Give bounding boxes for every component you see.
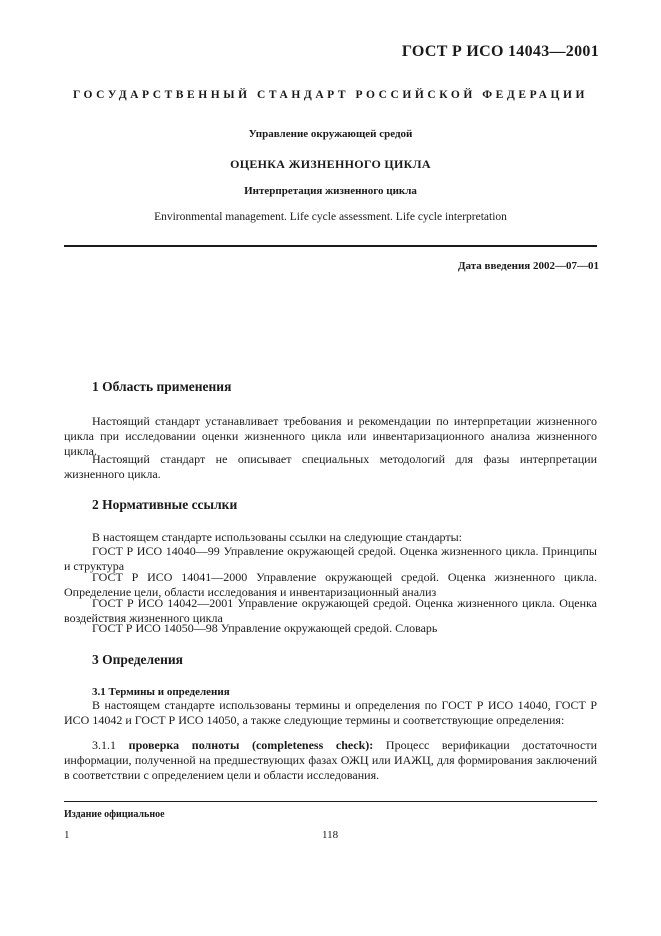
- section-1-paragraph-2: Настоящий стандарт не описывает специальных методологий для фазы интерпретации жизненного цикла.: [64, 452, 597, 481]
- term-name: проверка полноты (completeness check):: [128, 738, 374, 752]
- term-number: 3.1.1: [92, 738, 116, 752]
- page-number-left: 1: [64, 829, 70, 841]
- state-standard-heading: ГОСУДАРСТВЕННЫЙ СТАНДАРТ РОССИЙСКОЙ ФЕДЕРАЦИИ: [72, 89, 589, 101]
- section-1-paragraph-1: Настоящий стандарт устанавливает требования и рекомендации по интерпретации жизненного цикла при исследовании оценки жизненного цикла или инвентаризационного анализа жизненного цикла.: [64, 414, 597, 458]
- subtitle-environmental-management: Управление окружающей средой: [248, 128, 413, 140]
- term-definition: [64, 738, 597, 783]
- reference-item: ГОСТ Р ИСО 14040—99 Управление окружающей средой. Оценка жизненного цикла. Принципы и структура: [64, 544, 597, 573]
- subsection-3-1-heading: 3.1 Термины и определения: [92, 686, 230, 698]
- section-3-paragraph-1: В настоящем стандарте использованы термины и определения по ГОСТ Р ИСО 14040, ГОСТ Р ИСО 14042 и ГОСТ Р ИСО 14050, а также следующие термины и соответствующие определения:: [64, 698, 597, 727]
- reference-item: ГОСТ Р ИСО 14041—2000 Управление окружающей средой. Оценка жизненного цикла. Определение цели, области исследования и инвентаризационный анализ: [64, 570, 597, 599]
- official-edition-label: Издание официальное: [64, 809, 165, 820]
- term-definition-text: Процесс верификации достаточности информации, полученной на предшествующих фазах ОЖЦ или ИАЖЦ, для формирования заключений в соответствии с определением цели и области исследования.: [64, 738, 598, 782]
- main-title: ОЦЕНКА ЖИЗНЕННОГО ЦИКЛА: [230, 157, 431, 171]
- section-2-heading: 2 Нормативные ссылки: [92, 497, 238, 512]
- introduction-date: Дата введения 2002—07—01: [457, 260, 599, 272]
- reference-item: ГОСТ Р ИСО 14042—2001 Управление окружающей средой. Оценка жизненного цикла. Оценка воздействия жизненного цикла: [64, 596, 597, 625]
- document-code: ГОСТ Р ИСО 14043—2001: [401, 43, 599, 60]
- section-3-heading: 3 Определения: [92, 652, 183, 667]
- page-number-center: 118: [322, 829, 339, 841]
- section-1-heading: 1 Область применения: [92, 379, 232, 394]
- footer-divider: [64, 801, 597, 802]
- subtitle-interpretation: Интерпретация жизненного цикла: [244, 185, 417, 197]
- section-2-intro: В настоящем стандарте использованы ссылки на следующие стандарты:: [92, 530, 463, 544]
- title-divider: [64, 245, 597, 247]
- reference-item: ГОСТ Р ИСО 14050—98 Управление окружающей средой. Словарь: [92, 621, 438, 635]
- english-title: Environmental management. Life cycle assessment. Life cycle interpretation: [154, 211, 507, 223]
